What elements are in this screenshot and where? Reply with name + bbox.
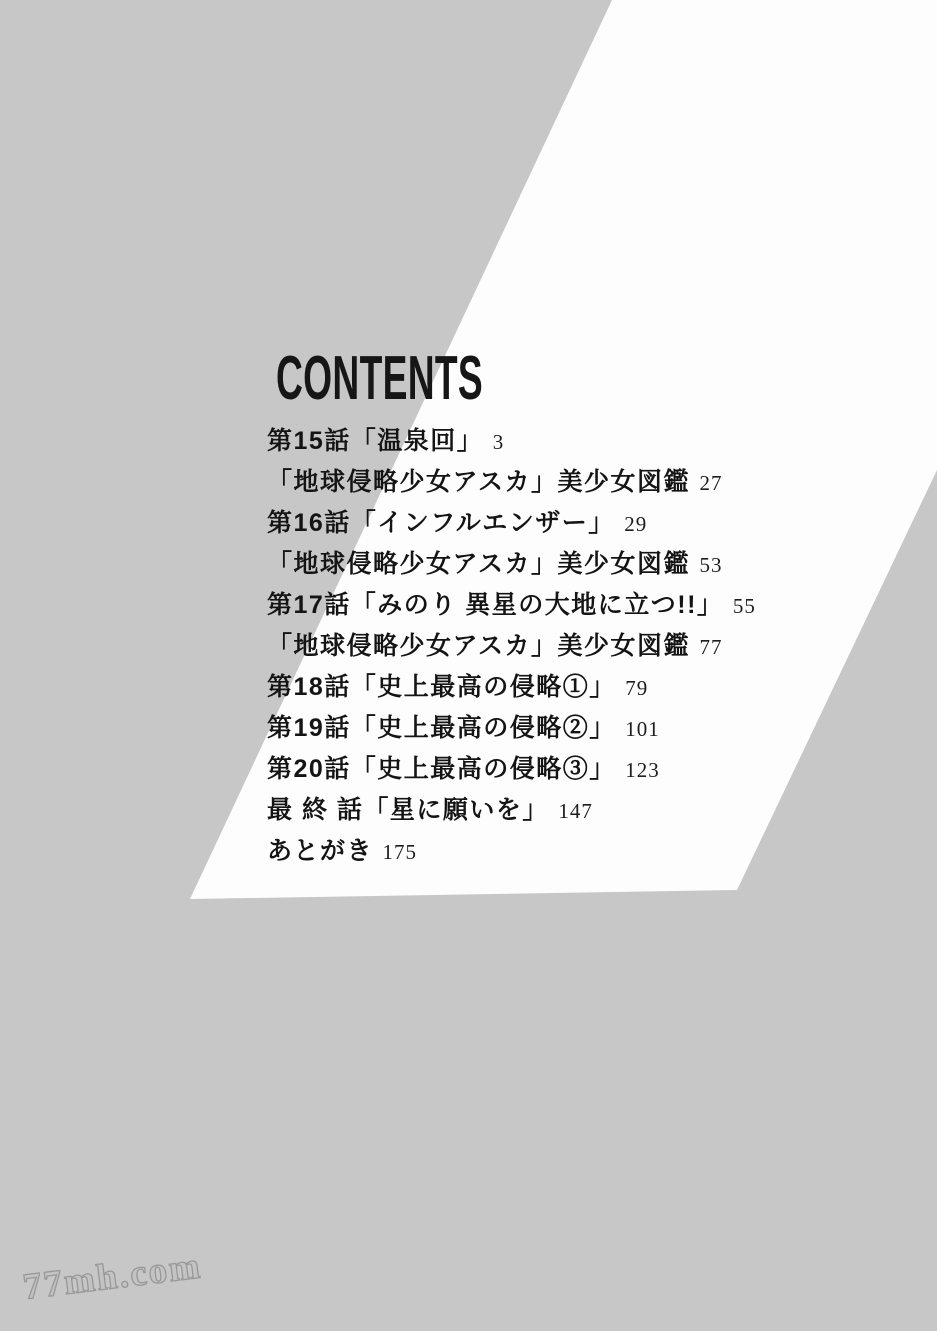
watermark: 77mh.com	[20, 1245, 204, 1309]
toc-entry	[267, 544, 756, 585]
toc-entry-page-number: 55	[732, 594, 756, 618]
toc-entry	[267, 749, 756, 790]
toc-entry-page-number: 53	[699, 553, 723, 577]
toc-entry-page-number: 29	[624, 512, 648, 536]
toc-entry	[267, 790, 756, 831]
toc-entry-title: 最 終 話「星に願いを」	[267, 796, 549, 824]
toc-entry-title: あとがき	[267, 837, 374, 865]
toc-entry-title: 「地球侵略少女アスカ」美少女図鑑	[267, 632, 691, 660]
toc-entry-title: 第19話「史上最高の侵略②」	[267, 714, 616, 742]
toc-entry-page-number: 77	[699, 635, 723, 659]
toc-entry	[267, 421, 756, 462]
toc-entry	[267, 708, 756, 749]
toc-entry	[267, 503, 756, 544]
toc-entry-page-number: 123	[625, 758, 660, 782]
toc-entry	[267, 667, 756, 708]
toc-entry-page-number: 27	[699, 471, 723, 495]
toc-entry-title: 第20話「史上最高の侵略③」	[267, 755, 616, 783]
toc-entry-title: 「地球侵略少女アスカ」美少女図鑑	[267, 550, 691, 578]
page-title: CONTENTS	[276, 344, 483, 413]
toc-entry	[267, 626, 756, 667]
toc-entry	[267, 585, 756, 626]
toc-entry-title: 第17話「みのり 異星の大地に立つ!!」	[267, 591, 724, 619]
toc-entry-page-number: 175	[382, 840, 417, 864]
toc-entry-title: 第15話「温泉回」	[267, 427, 484, 455]
toc-entry-title: 第16話「インフルエンザー」	[267, 509, 615, 537]
toc-list	[267, 421, 756, 872]
toc-entry	[267, 462, 756, 503]
toc-entry	[267, 831, 756, 872]
toc-entry-title: 「地球侵略少女アスカ」美少女図鑑	[267, 468, 691, 496]
toc-entry-title: 第18話「史上最高の侵略①」	[267, 673, 616, 701]
toc-entry-page-number: 79	[625, 676, 649, 700]
toc-entry-page-number: 3	[492, 430, 505, 454]
toc-entry-page-number: 147	[558, 799, 593, 823]
toc-entry-page-number: 101	[625, 717, 660, 741]
